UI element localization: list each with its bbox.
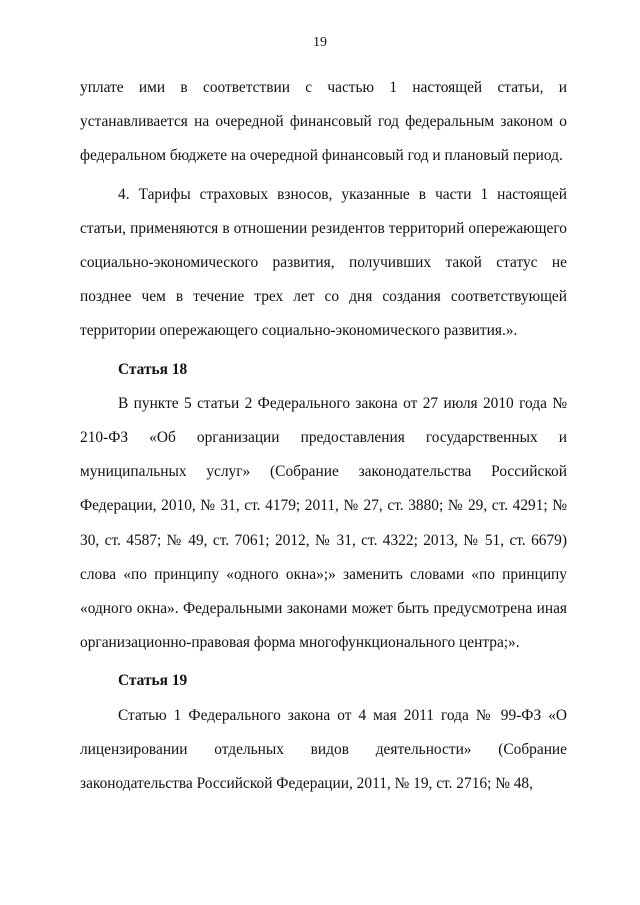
page-number: 19: [313, 35, 327, 50]
paragraph-continuation: уплате ими в соответствии с частью 1 настоящей статьи, и устанавливается на очередной финансовый год федеральным законом о федеральном бюджете на очередной финансовый год и плановый период.: [80, 79, 567, 165]
article-19-heading: Статья 19: [118, 672, 188, 690]
article-18-heading: Статья 18: [118, 360, 188, 378]
document-body: [80, 71, 567, 801]
paragraph-article-19: Статью 1 Федерального закона от 4 мая 2011 года № 99-ФЗ «О лицензировании отдельных видов деятельности» (Собрание законодательства Российской Федерации, 2011, № 19, ст. 2716; № 48,: [80, 706, 567, 793]
paragraph-article-18: В пункте 5 статьи 2 Федерального закона от 27 июля 2010 года № 210-ФЗ «Об организации предоставления государственных и муниципальных услуг» (Собрание законодательства Российской Федерации, 2010, № 31, ст. 4179; 2011, № 27, ст. 3880; № 29, ст. 4291; № 30, ст. 4587; № 49, ст. 7061; 2012, № 31, ст. 4322; 2013, № 51, ст. 6679) слова «по принципу «одного окна»;» заменить словами «по принципу «одного окна». Федеральными законами может быть предусмотрена иная организационно-правовая форма многофункционального центра;».: [80, 394, 567, 652]
paragraph-tariffs: 4. Тарифы страховых взносов, указанные в части 1 настоящей статьи, применяются в отношении резидентов территорий опережающего социально-экономического развития, получивших такой статус не позднее чем в течение трех лет со дня создания соответствующей территории опережающего социально-экономического развития.».: [80, 185, 567, 340]
